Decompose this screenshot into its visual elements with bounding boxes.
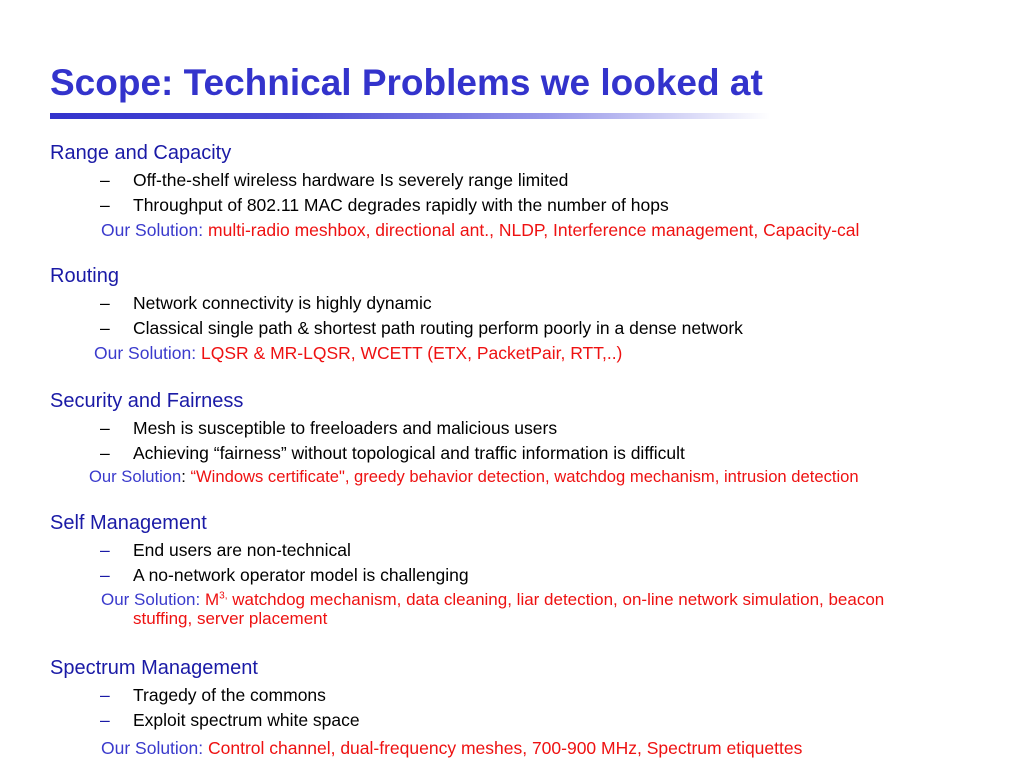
solution-line-range-capacity bbox=[101, 220, 859, 241]
bullet-item bbox=[100, 318, 743, 339]
solution-text: Control channel, dual-frequency meshes, 700-900 MHz, Spectrum etiquettes bbox=[208, 738, 803, 758]
solution-m: M bbox=[204, 590, 220, 609]
bullet-text: Classical single path & shortest path routing perform poorly in a dense network bbox=[133, 318, 743, 338]
bullet-item bbox=[100, 293, 432, 314]
dash-bullet-icon: – bbox=[100, 170, 110, 190]
dash-bullet-icon: – bbox=[100, 540, 110, 560]
bullet-item bbox=[100, 170, 568, 191]
bullet-text: Network connectivity is highly dynamic bbox=[133, 293, 432, 313]
bullet-text: Tragedy of the commons bbox=[133, 685, 326, 705]
bullet-text: Achieving “fairness” without topological and traffic information is difficult bbox=[133, 443, 685, 463]
dash-bullet-icon: – bbox=[100, 565, 110, 585]
bullet-item bbox=[100, 443, 685, 464]
section-heading-self-management: Self Management bbox=[50, 512, 207, 534]
slide-title: Scope: Technical Problems we looked at bbox=[50, 62, 763, 103]
solution-label: Our Solution: bbox=[101, 590, 201, 609]
dash-bullet-icon: – bbox=[100, 318, 110, 338]
dash-bullet-icon: – bbox=[100, 195, 110, 215]
bullet-item bbox=[100, 418, 557, 439]
solution-text: multi-radio meshbox, directional ant., NLDP, Interference management, Capacity-cal bbox=[208, 220, 860, 240]
solution-line-routing bbox=[94, 343, 622, 364]
section-heading-spectrum-management: Spectrum Management bbox=[50, 657, 258, 679]
bullet-text: Exploit spectrum white space bbox=[133, 710, 360, 730]
bullet-text: End users are non-technical bbox=[133, 540, 351, 560]
bullet-item bbox=[100, 565, 469, 586]
solution-line-spectrum-management bbox=[101, 738, 802, 759]
bullet-item bbox=[100, 195, 669, 216]
solution-text: “Windows certificate", greedy behavior detection, watchdog mechanism, intrusion detection bbox=[190, 467, 859, 486]
dash-bullet-icon: – bbox=[100, 710, 110, 730]
solution-label: Our Solution: bbox=[94, 343, 197, 363]
solution-colon: : bbox=[181, 467, 191, 486]
dash-bullet-icon: – bbox=[100, 418, 110, 438]
solution-text-continued: stuffing, server placement bbox=[133, 609, 328, 628]
solution-line-self-management-cont bbox=[133, 609, 327, 629]
bullet-text: Mesh is susceptible to freeloaders and malicious users bbox=[133, 418, 558, 438]
section-heading-routing: Routing bbox=[50, 265, 119, 287]
dash-bullet-icon: – bbox=[100, 443, 110, 463]
solution-label: Our Solution: bbox=[101, 738, 204, 758]
bullet-item bbox=[100, 540, 351, 561]
bullet-item bbox=[100, 685, 326, 706]
solution-label: Our Solution: bbox=[101, 220, 204, 240]
solution-text: watchdog mechanism, data cleaning, liar detection, on-line network simulation, beacon bbox=[232, 590, 885, 609]
title-underline-gradient bbox=[50, 113, 770, 119]
section-heading-security-fairness: Security and Fairness bbox=[50, 390, 244, 412]
section-heading-range-capacity: Range and Capacity bbox=[50, 142, 232, 164]
solution-label: Our Solution bbox=[89, 467, 182, 486]
solution-line-security-fairness bbox=[89, 467, 859, 487]
bullet-text: Off-the-shelf wireless hardware Is severely range limited bbox=[133, 170, 569, 190]
dash-bullet-icon: – bbox=[100, 685, 110, 705]
solution-superscript: 3, bbox=[219, 590, 228, 602]
bullet-text: Throughput of 802.11 MAC degrades rapidly with the number of hops bbox=[133, 195, 669, 215]
solution-text: LQSR & MR-LQSR, WCETT (ETX, PacketPair, RTT,..) bbox=[201, 343, 623, 363]
bullet-item bbox=[100, 710, 360, 731]
dash-bullet-icon: – bbox=[100, 293, 110, 313]
bullet-text: A no-network operator model is challenging bbox=[133, 565, 469, 585]
solution-line-self-management bbox=[101, 590, 884, 610]
